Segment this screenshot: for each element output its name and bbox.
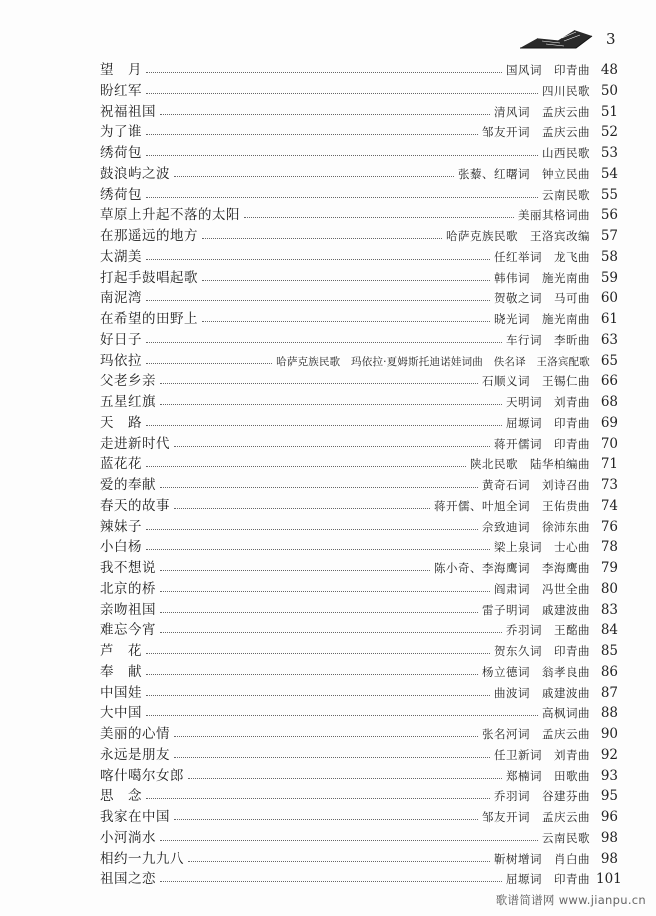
toc-entry-page: 93 <box>600 767 618 784</box>
toc-entry-page: 48 <box>600 62 618 78</box>
toc-entry-page: 98 <box>600 850 618 867</box>
toc-entry-page: 96 <box>600 809 618 825</box>
toc-leader <box>146 155 538 156</box>
toc-entry-credit: 美丽其格词曲 <box>514 207 596 223</box>
toc-entry-credit: 云南民歌 <box>538 830 596 846</box>
toc-leader <box>202 280 490 281</box>
toc-leader <box>174 757 490 758</box>
toc-entry-credit: 哈萨克族民歌 王洛宾改编 <box>442 228 596 244</box>
toc-entry-title: 春天的故事 <box>100 494 174 514</box>
toc-entry-title: 祝福祖国 <box>100 100 160 120</box>
toc-leader <box>160 632 502 633</box>
toc-leader <box>160 404 502 405</box>
toc-entry-title: 望 月 <box>100 58 146 78</box>
toc-entry-title: 难忘今宵 <box>100 618 160 638</box>
toc-entry <box>100 782 618 804</box>
toc-leader <box>160 114 490 115</box>
toc-entry-page: 84 <box>600 622 618 639</box>
toc-entry <box>100 471 618 493</box>
toc-entry-title: 天 路 <box>100 411 146 431</box>
toc-entry-page: 80 <box>600 580 618 597</box>
toc-entry-credit: 邹友开词 孟庆云曲 <box>478 809 596 825</box>
toc-entry-page: 63 <box>600 331 618 348</box>
toc-entry <box>100 845 618 867</box>
watermark <box>496 892 646 908</box>
toc-entry-credit: 蒋开儒、叶旭全词 王佑贵曲 <box>430 498 596 514</box>
toc-entry <box>100 243 618 265</box>
toc-leader <box>174 508 430 509</box>
toc-leader <box>160 383 478 384</box>
toc-entry-credit: 国风词 印青曲 <box>502 62 596 78</box>
toc-entry-page: 71 <box>600 456 618 473</box>
toc-entry-page: 53 <box>600 145 618 161</box>
toc-entry-credit: 阎肃词 冯世全曲 <box>490 581 596 597</box>
toc-leader <box>146 259 490 260</box>
toc-leader <box>174 176 454 177</box>
toc-leader <box>146 653 490 654</box>
toc-entry <box>100 388 618 410</box>
toc-entry-credit: 天明词 刘青曲 <box>502 394 596 410</box>
toc-entry-page: 50 <box>600 82 618 99</box>
toc-entry <box>100 450 618 472</box>
toc-leader <box>174 446 490 447</box>
toc-entry-title: 打起手鼓唱起歌 <box>100 266 202 286</box>
toc-entry-title: 蓝花花 <box>100 452 146 472</box>
toc-entry-title: 盼红军 <box>100 79 146 99</box>
toc-entry-title: 绣荷包 <box>100 141 146 161</box>
toc-entry-title: 南泥湾 <box>100 286 146 306</box>
toc-entry <box>100 98 618 120</box>
toc-entry <box>100 305 618 327</box>
toc-entry-page: 85 <box>600 643 618 659</box>
toc-entry <box>100 492 618 514</box>
toc-entry-page: 98 <box>600 829 618 846</box>
toc-entry-credit: 韩伟词 施光南曲 <box>490 270 596 286</box>
toc-entry-title: 在希望的田野上 <box>100 307 202 327</box>
toc-entry-title: 奉 献 <box>100 660 146 680</box>
toc-leader <box>160 881 502 882</box>
toc-entry-credit: 陈小奇、李海鹰词 李海鹰曲 <box>430 560 596 576</box>
toc-entry-page: 87 <box>600 684 618 701</box>
toc-leader <box>174 736 478 737</box>
toc-entry-title: 美丽的心情 <box>100 722 174 742</box>
toc-entry-page: 57 <box>600 228 618 244</box>
toc-leader <box>188 861 490 862</box>
toc-entry <box>100 181 618 203</box>
toc-entry <box>100 658 618 680</box>
toc-entry-title: 小白杨 <box>100 535 146 555</box>
toc-entry-title: 北京的桥 <box>100 577 160 597</box>
toc-entry-page: 69 <box>600 414 618 431</box>
toc-entry-page: 66 <box>600 373 618 390</box>
toc-entry-credit: 贺敬之词 马可曲 <box>490 290 596 306</box>
toc-entry <box>100 575 618 597</box>
toc-entry-credit: 屈塬词 印青曲 <box>502 415 596 431</box>
toc-entry <box>100 679 618 701</box>
toc-leader <box>160 487 478 488</box>
toc-entry-credit: 晓光词 施光南曲 <box>490 311 596 327</box>
toc-entry-page: 68 <box>600 394 618 410</box>
toc-entry-page: 58 <box>600 248 618 265</box>
toc-entry-title: 我家在中国 <box>100 805 174 825</box>
toc-leader <box>160 840 538 841</box>
toc-entry <box>100 762 618 784</box>
toc-entry-page: 61 <box>600 311 618 327</box>
toc-entry-title: 祖国之恋 <box>100 867 160 887</box>
toc-entry-page: 73 <box>600 477 618 493</box>
toc-entry <box>100 160 618 182</box>
toc-entry-credit: 哈萨克族民歌 玛依拉·夏姆斯托迪诺娃词曲 佚名译 王洛宾配歌 <box>272 354 596 369</box>
toc-entry <box>100 865 622 888</box>
toc-entry-page: 74 <box>600 497 618 514</box>
toc-leader <box>202 238 442 239</box>
toc-leader <box>174 819 478 820</box>
toc-entry-page: 52 <box>600 124 618 141</box>
toc-leader <box>146 425 502 426</box>
toc-entry <box>100 554 618 576</box>
toc-entry-page: 88 <box>600 705 618 722</box>
toc-entry <box>100 741 618 763</box>
toc-entry <box>100 616 618 638</box>
toc-entry-title: 在那遥远的地方 <box>100 224 202 244</box>
toc-entry-credit: 云南民歌 <box>538 187 596 203</box>
toc-entry-title: 玛依拉 <box>100 349 146 369</box>
toc-entry-credit: 郑楠词 田歌曲 <box>502 768 596 784</box>
toc-leader <box>146 549 490 550</box>
toc-entry-credit: 靳树增词 肖白曲 <box>490 851 596 867</box>
toc-entry-page: 65 <box>600 352 618 369</box>
toc-entry-credit: 任红举词 龙飞曲 <box>490 249 596 265</box>
toc-entry <box>100 284 618 306</box>
toc-entry-title: 好日子 <box>100 328 146 348</box>
toc-leader <box>160 591 490 592</box>
toc-entry-credit: 张名河词 孟庆云曲 <box>478 726 596 742</box>
toc-entry <box>100 430 618 452</box>
toc-entry-title: 大中国 <box>100 701 146 721</box>
toc-entry-page: 51 <box>600 103 618 120</box>
toc-entry-title: 永远是朋友 <box>100 743 174 763</box>
toc-entry-credit: 雷子明词 戚建波曲 <box>478 602 596 618</box>
toc-entry-title: 草原上升起不落的太阳 <box>100 203 244 223</box>
toc-entry <box>100 367 618 389</box>
toc-entry <box>100 637 618 659</box>
toc-entry-credit: 陕北民歌 陆华柏编曲 <box>466 456 596 472</box>
page-number: 3 <box>606 30 616 48</box>
toc-entry <box>100 596 618 618</box>
toc-entry-credit: 屈塬词 印青曲 <box>502 871 596 887</box>
toc-leader <box>146 342 502 343</box>
toc-entry-title: 为了谁 <box>100 120 146 140</box>
toc-entry-page: 78 <box>600 539 618 556</box>
toc-entry-title: 鼓浪屿之波 <box>100 162 174 182</box>
toc-entry-title: 中国娃 <box>100 681 146 701</box>
watermark-url: www.jianpu.cn <box>558 893 646 907</box>
toc-entry-title: 思 念 <box>100 784 146 804</box>
toc-leader <box>146 72 502 73</box>
toc-entry-page: 59 <box>600 269 618 286</box>
toc-entry-title: 父老乡亲 <box>100 369 160 389</box>
toc-entry <box>100 513 618 535</box>
toc-entry <box>100 326 618 348</box>
toc-leader <box>146 93 538 94</box>
toc-leader <box>146 798 490 799</box>
toc-entry-page: 95 <box>600 788 618 805</box>
toc-leader <box>244 217 514 218</box>
toc-leader <box>202 321 490 322</box>
toc-entry-credit: 乔羽词 王酩曲 <box>502 622 596 638</box>
toc-entry-credit: 梁上泉词 士心曲 <box>490 539 596 555</box>
toc-entry-credit: 曲波词 戚建波曲 <box>490 685 596 701</box>
toc-entry-title: 芦 花 <box>100 639 146 659</box>
watermark-text: 歌谱简谱网 <box>495 893 555 907</box>
toc-entry-credit: 张藜、红曙词 钟立民曲 <box>454 166 596 182</box>
toc-entry-credit: 乔羽词 谷建芬曲 <box>490 788 596 804</box>
toc-leader <box>160 612 478 613</box>
toc-entry-page: 56 <box>600 207 618 224</box>
toc-entry-title: 爱的奉献 <box>100 473 160 493</box>
toc-entry-title: 我不想说 <box>100 556 160 576</box>
toc-entry-credit: 任卫新词 刘青曲 <box>490 747 596 763</box>
toc-entry-credit: 贺东久词 印青曲 <box>490 643 596 659</box>
toc-entry-page: 83 <box>600 601 618 618</box>
toc-entry-page: 92 <box>600 746 618 763</box>
toc-entry-page: 86 <box>600 663 618 680</box>
toc-leader <box>146 466 466 467</box>
toc-entry-title: 相约一九九八 <box>100 847 188 867</box>
toc-entry <box>100 824 618 846</box>
toc-leader <box>146 529 478 530</box>
toc-entry <box>100 56 618 78</box>
toc-entry-credit: 石顺义词 王锡仁曲 <box>478 373 596 389</box>
toc-entry <box>100 118 618 140</box>
toc-entry <box>100 803 618 825</box>
toc-entry <box>100 77 618 99</box>
toc-leader <box>146 695 490 696</box>
toc-entry-credit: 四川民歌 <box>538 83 596 99</box>
toc-entry <box>100 139 618 161</box>
toc-entry-title: 绣荷包 <box>100 183 146 203</box>
toc-leader <box>160 570 430 571</box>
toc-entry-credit: 杨立德词 翁孝良曲 <box>478 664 596 680</box>
toc-entry-credit: 车行词 李昕曲 <box>502 332 596 348</box>
toc-leader <box>146 363 272 364</box>
toc-entry-title: 太湖美 <box>100 245 146 265</box>
toc-leader <box>146 715 538 716</box>
toc-leader <box>188 778 502 779</box>
toc-entry <box>100 201 618 223</box>
toc-entry-title: 辣妹子 <box>100 515 146 535</box>
toc-leader <box>146 134 478 135</box>
toc-leader <box>146 674 478 675</box>
toc-entry-page: 79 <box>600 560 618 576</box>
toc-entry-credit: 黄奇石词 刘诗召曲 <box>478 477 596 493</box>
toc-entry <box>100 347 618 369</box>
toc-entry-page: 76 <box>600 518 618 535</box>
toc-entry-page: 70 <box>600 435 618 452</box>
toc-entry-credit: 邹友开词 孟庆云曲 <box>478 124 596 140</box>
toc-entry-title: 喀什噶尔女郎 <box>100 764 188 784</box>
toc-entry-title: 小河淌水 <box>100 826 160 846</box>
toc-entry-credit: 清风词 孟庆云曲 <box>490 104 596 120</box>
toc-entry-credit: 佘致迪词 徐沛东曲 <box>478 519 596 535</box>
toc-leader <box>146 197 538 198</box>
toc-entry <box>100 409 618 431</box>
toc-entry <box>100 699 618 721</box>
toc-entry <box>100 264 618 286</box>
toc-entry-title: 亲吻祖国 <box>100 598 160 618</box>
toc-entry-page: 60 <box>600 290 618 307</box>
toc-entry-page: 101 <box>596 871 622 888</box>
toc-entry-credit: 高枫词曲 <box>538 705 596 721</box>
toc-entry-credit: 山西民歌 <box>538 145 596 161</box>
toc-entry-title: 五星红旗 <box>100 390 160 410</box>
toc-entry-page: 90 <box>600 726 618 742</box>
toc-entry-credit: 蒋开儒词 印青曲 <box>490 436 596 452</box>
toc-entry-page: 54 <box>600 165 618 182</box>
toc-leader <box>146 300 490 301</box>
toc-entry <box>100 720 618 742</box>
toc-entry <box>100 533 618 555</box>
toc-entry <box>100 222 618 244</box>
toc-entry-page: 55 <box>600 186 618 203</box>
toc-entry-title: 走进新时代 <box>100 432 174 452</box>
